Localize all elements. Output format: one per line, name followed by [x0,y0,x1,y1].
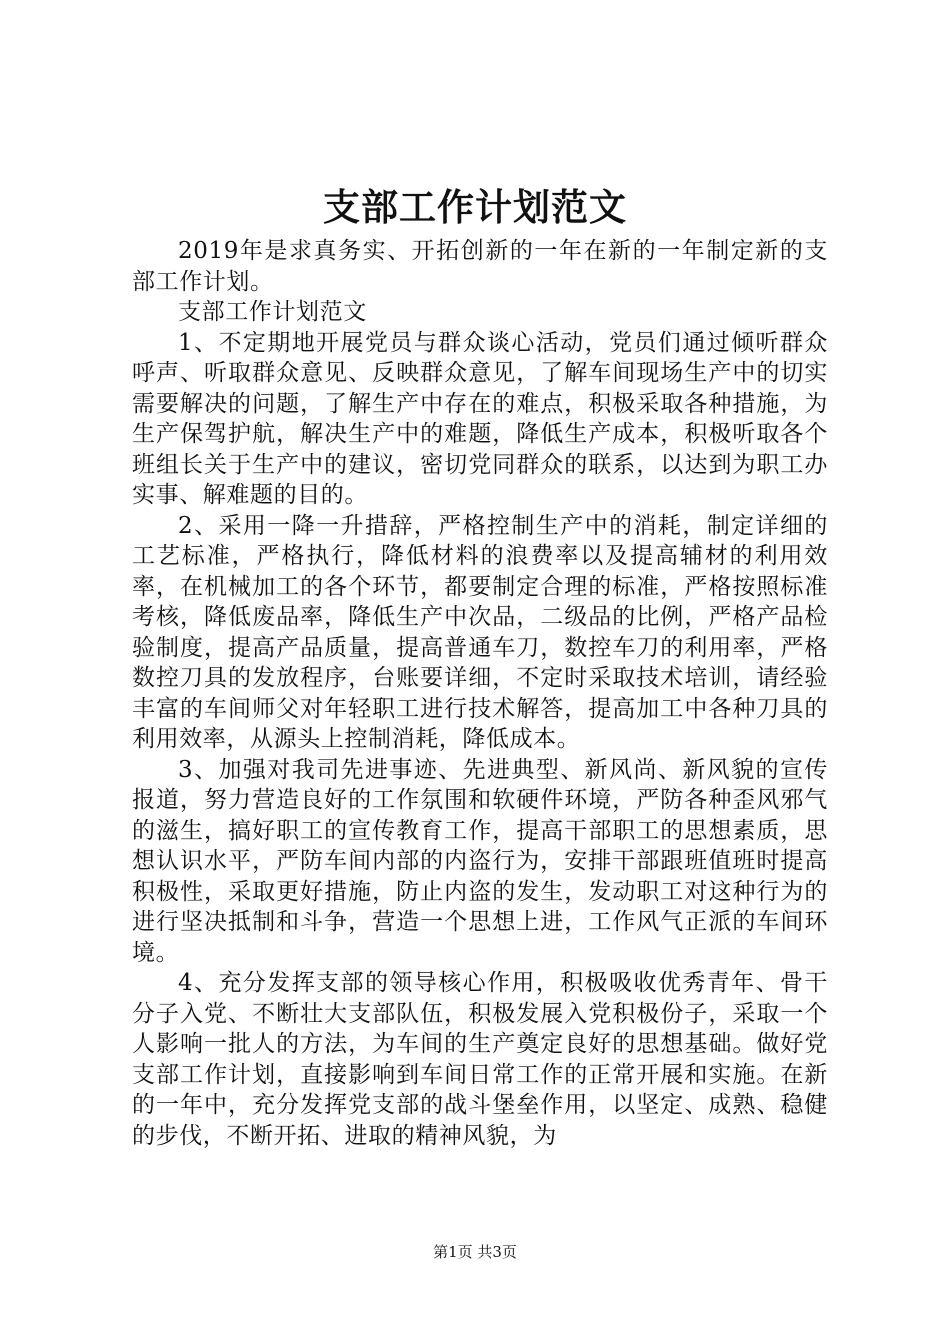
paragraph-intro: 2019年是求真务实、开拓创新的一年在新的一年制定新的支部工作计划。 [132,238,828,295]
document-body [132,236,828,1151]
page-number-footer: 第1页 共3页 [433,1243,517,1261]
paragraph-item-1: 1、不定期地开展党员与群众谈心活动，党员们通过倾听群众呼声、听取群众意见、反映群众意见，了解车间现场生产中的切实需要解决的问题，了解生产中存在的难点，积极采取各种措施，为生产保驾护航，解决生产中的难题，降低生产成本，积极听取各个班组长关于生产中的建议，密切党同群众的联系，以达到为职工办实事、解难题的目的。 [132,329,828,508]
paragraph-item-2: 2、采用一降一升措辞，严格控制生产中的消耗，制定详细的工艺标准，严格执行，降低材料的浪费率以及提高辅材的利用效率，在机械加工的各个环节，都要制定合理的标准，严格按照标准考核，降低废品率，降低生产中次品，二级品的比例，严格产品检验制度，提高产品质量，提高普通车刀，数控车刀的利用率，严格数控刀具的发放程序，台账要详细，不定时采取技术培训，请经验丰富的车间师父对年轻职工进行技术解答，提高加工中各种刀具的利用效率，从源头上控制消耗，降低成本。 [132,512,828,752]
document-title: 支部工作计划范文 [323,185,627,229]
paragraph-subtitle: 支部工作计划范文 [178,299,367,325]
paragraph-item-3: 3、加强对我司先进事迹、先进典型、新风尚、新风貌的宣传报道，努力营造良好的工作氛围和软硬件环境，严防各种歪风邪气的滋生，搞好职工的宣传教育工作，提高干部职工的思想素质，思想认识水平，严防车间内部的内盗行为，安排干部跟班值班时提高积极性，采取更好措施，防止内盗的发生，发动职工对这种行为的进行坚决抵制和斗争，营造一个思想上进，工作风气正派的车间环境。 [132,756,828,966]
paragraph-item-4: 4、充分发挥支部的领导核心作用，积极吸收优秀青年、骨干分子入党、不断壮大支部队伍，积极发展入党积极份子，采取一个人影响一批人的方法，为车间的生产奠定良好的思想基础。做好党支部工作计划，直接影响到车间日常工作的正常开展和实施。在新的一年中，充分发挥党支部的战斗堡垒作用，以坚定、成熟、稳健的步伐，不断开拓、进取的精神风貌，为 [132,970,828,1149]
